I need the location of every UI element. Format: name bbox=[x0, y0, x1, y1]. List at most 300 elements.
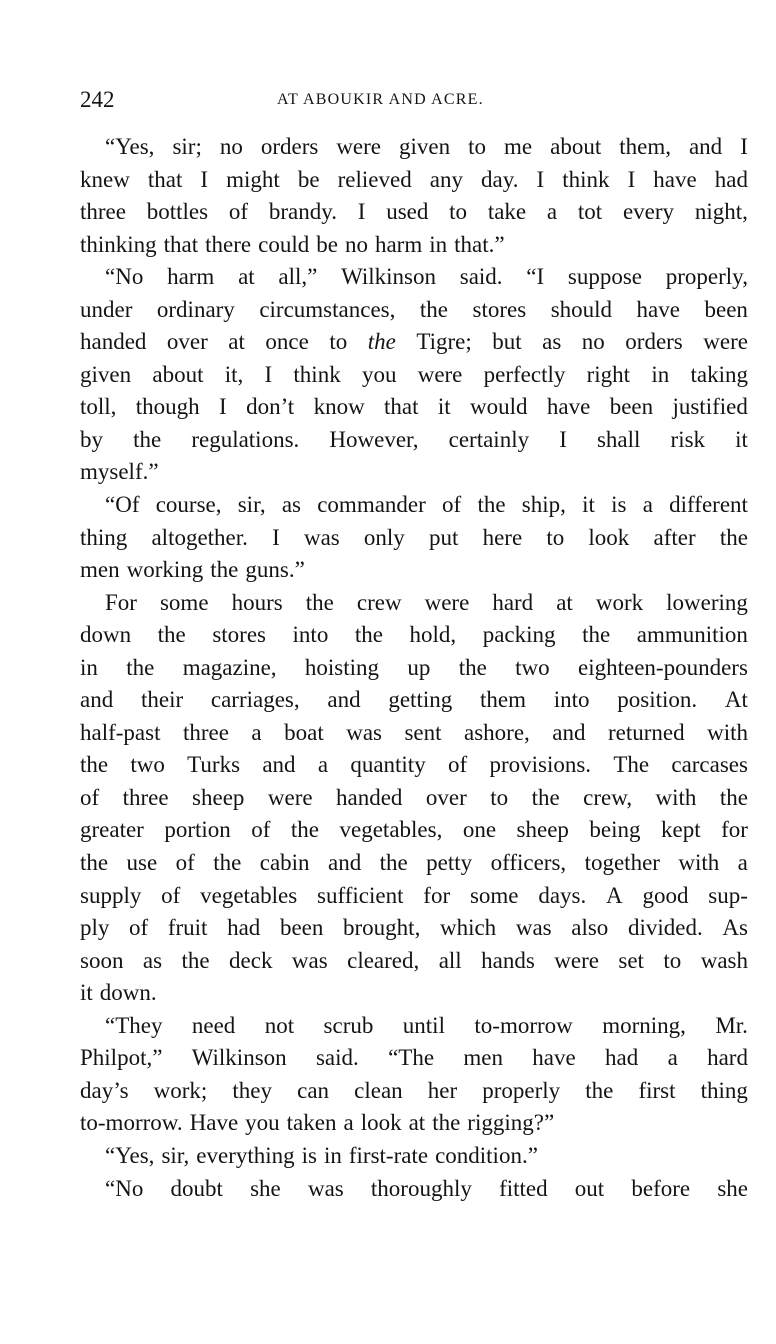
text-word: not bbox=[264, 1012, 295, 1038]
text-line bbox=[80, 1107, 748, 1140]
text-word: I bbox=[627, 166, 636, 192]
text-line bbox=[80, 131, 748, 164]
text-word: sheep bbox=[192, 784, 245, 810]
text-word: myself.” bbox=[80, 459, 159, 485]
text-word: day’s bbox=[80, 1077, 129, 1103]
text-line bbox=[80, 391, 748, 424]
text-word: tot bbox=[577, 199, 603, 225]
text-word: orders bbox=[260, 134, 319, 159]
text-word: put bbox=[429, 524, 459, 550]
text-word: the bbox=[432, 1110, 461, 1136]
text-line bbox=[80, 652, 748, 685]
text-word: ashore, bbox=[464, 719, 530, 745]
text-word: been bbox=[609, 394, 654, 420]
text-word: days. bbox=[538, 882, 587, 908]
text-word: though bbox=[135, 394, 200, 420]
text-line bbox=[80, 294, 748, 327]
text-word: only bbox=[363, 524, 405, 550]
running-title: AT ABOUKIR AND ACRE. bbox=[277, 91, 484, 108]
text-word: as bbox=[142, 947, 163, 973]
text-word: all,” bbox=[278, 264, 318, 290]
text-word: risk bbox=[670, 426, 706, 452]
text-word: two bbox=[130, 752, 165, 778]
text-word: altogether. bbox=[151, 524, 248, 550]
text-line bbox=[80, 456, 748, 489]
text-word: regulations. bbox=[191, 426, 300, 452]
text-word: the bbox=[458, 654, 487, 680]
text-word: shall bbox=[596, 426, 641, 452]
text-word: to-morrow bbox=[474, 1012, 573, 1038]
text-word: ammunition bbox=[636, 622, 748, 648]
text-line bbox=[80, 522, 748, 555]
text-word: Philpot,” bbox=[80, 1045, 163, 1071]
text-word: have bbox=[532, 1045, 576, 1071]
text-line bbox=[80, 359, 748, 392]
text-word: different bbox=[669, 492, 748, 518]
text-word: a bbox=[343, 1110, 354, 1136]
text-word: used bbox=[386, 199, 429, 225]
text-word: a bbox=[546, 199, 558, 225]
text-word: rigging?” bbox=[467, 1110, 555, 1136]
text-word: but bbox=[492, 329, 522, 355]
text-word: with bbox=[707, 719, 748, 745]
text-word: that bbox=[163, 231, 199, 257]
text-word: the bbox=[305, 589, 334, 615]
text-word: all bbox=[438, 947, 462, 973]
text-word: fitted bbox=[499, 1175, 548, 1201]
text-word: some bbox=[469, 882, 519, 908]
text-word: circumstances, bbox=[259, 296, 396, 322]
text-word: it bbox=[582, 492, 595, 518]
text-word: no bbox=[344, 231, 368, 257]
text-word: of bbox=[442, 492, 462, 518]
text-word: were bbox=[424, 589, 470, 615]
text-word: said. bbox=[315, 1045, 359, 1071]
text-word: boat bbox=[284, 719, 324, 745]
text-word: under bbox=[80, 296, 133, 322]
text-word: handed bbox=[336, 784, 403, 810]
text-word: greater bbox=[80, 817, 144, 843]
text-word: them bbox=[479, 687, 526, 713]
text-word: first-rate bbox=[348, 1142, 429, 1168]
text-word: and bbox=[688, 134, 723, 159]
text-word: a bbox=[667, 1045, 678, 1071]
text-word: good bbox=[642, 882, 689, 908]
text-word: three bbox=[182, 719, 229, 745]
text-line bbox=[80, 424, 748, 457]
text-word: sir; bbox=[172, 134, 202, 159]
text-word: I bbox=[357, 199, 366, 225]
text-word: been bbox=[704, 296, 748, 322]
text-word: and bbox=[327, 687, 361, 713]
text-word: working bbox=[126, 557, 204, 583]
text-word: kept bbox=[660, 817, 701, 843]
text-word: “No bbox=[105, 1175, 144, 1201]
text-word: the bbox=[531, 784, 560, 810]
text-word: her bbox=[427, 1077, 458, 1103]
text-word: the bbox=[585, 1077, 614, 1103]
text-word: Wilkinson bbox=[341, 264, 437, 290]
text-word: being bbox=[589, 817, 641, 843]
text-word: at bbox=[238, 264, 255, 290]
text-line bbox=[80, 1042, 748, 1075]
text-word: that bbox=[384, 394, 419, 420]
text-word: cleared, bbox=[347, 947, 420, 973]
page-number: 242 bbox=[80, 87, 115, 112]
text-word: were bbox=[336, 134, 381, 159]
text-word: I bbox=[272, 524, 280, 550]
text-word: to bbox=[468, 134, 486, 159]
text-word: were bbox=[703, 329, 748, 355]
text-word: think bbox=[562, 166, 610, 192]
text-word: A bbox=[606, 882, 623, 908]
text-word: of bbox=[228, 199, 249, 225]
text-word: the bbox=[133, 426, 162, 452]
text-word: crew, bbox=[583, 784, 633, 810]
text-line bbox=[80, 847, 748, 880]
text-word: the bbox=[719, 524, 748, 550]
text-word: any bbox=[429, 166, 463, 192]
text-word: three bbox=[80, 199, 126, 225]
text-word: thing bbox=[700, 1077, 748, 1103]
text-word: that.” bbox=[454, 231, 505, 257]
text-word: work bbox=[595, 589, 644, 615]
text-word: the bbox=[210, 557, 239, 583]
text-word: can bbox=[297, 1077, 330, 1103]
text-word: I bbox=[200, 166, 209, 192]
text-word: was bbox=[291, 947, 328, 973]
text-line bbox=[80, 326, 748, 359]
text-word: with bbox=[655, 784, 697, 810]
text-word: in bbox=[323, 1142, 342, 1168]
text-line bbox=[80, 196, 748, 229]
text-word: at bbox=[228, 329, 245, 355]
text-word: As bbox=[722, 915, 748, 941]
text-word: the bbox=[213, 850, 242, 876]
text-word: a bbox=[251, 719, 262, 745]
text-word: “I bbox=[526, 264, 545, 290]
text-word: toll, bbox=[80, 394, 117, 420]
text-word: officers, bbox=[490, 850, 567, 876]
text-word: as bbox=[281, 492, 301, 518]
text-word: certainly bbox=[448, 426, 530, 452]
text-word: it bbox=[80, 980, 93, 1006]
text-word: sufficient bbox=[317, 882, 404, 908]
text-word: into bbox=[553, 687, 590, 713]
text-word: brought, bbox=[343, 915, 421, 941]
text-word: thing bbox=[80, 524, 128, 550]
text-word: “They bbox=[105, 1012, 163, 1038]
text-word: were bbox=[267, 784, 313, 810]
text-word: also bbox=[571, 915, 609, 941]
text-word: there bbox=[205, 231, 252, 257]
text-word: and bbox=[327, 850, 362, 876]
text-word: here bbox=[482, 524, 523, 550]
text-word: soon bbox=[80, 947, 124, 973]
text-word: stores bbox=[472, 296, 527, 322]
text-word: have bbox=[636, 296, 680, 322]
text-word: with bbox=[678, 850, 720, 876]
text-word: work; bbox=[153, 1077, 208, 1103]
text-word: their bbox=[140, 687, 184, 713]
text-word: and bbox=[262, 752, 296, 778]
text-word: the bbox=[354, 622, 383, 648]
text-word: in bbox=[429, 231, 448, 257]
text-word: be bbox=[297, 166, 320, 192]
text-word: taken bbox=[286, 1110, 337, 1136]
text-word: some bbox=[159, 589, 209, 615]
text-word: for bbox=[423, 882, 451, 908]
text-word: right bbox=[586, 361, 631, 387]
text-word: as bbox=[542, 329, 562, 355]
text-word: up bbox=[407, 654, 431, 680]
text-line bbox=[80, 587, 748, 620]
text-word: knew bbox=[80, 166, 130, 192]
text-word: “Yes, bbox=[105, 134, 155, 159]
text-word: vegetables bbox=[200, 882, 298, 908]
text-word: them, bbox=[619, 134, 671, 159]
text-word: hard bbox=[492, 589, 534, 615]
text-word: the bbox=[477, 492, 506, 518]
text-word: sup- bbox=[708, 882, 748, 908]
text-word: orders bbox=[625, 329, 683, 355]
text-word: position. bbox=[617, 687, 698, 713]
text-word: given bbox=[399, 134, 451, 159]
text-line bbox=[80, 912, 748, 945]
text-word: was bbox=[307, 1175, 344, 1201]
text-word: deck bbox=[229, 947, 273, 973]
text-word: had bbox=[714, 166, 748, 192]
text-word: wash bbox=[700, 947, 748, 973]
text-word: Turks bbox=[187, 752, 241, 778]
text-word: was bbox=[346, 719, 382, 745]
text-word: Have bbox=[189, 1110, 239, 1136]
text-word: in bbox=[80, 654, 98, 680]
text-word: at bbox=[556, 589, 573, 615]
text-line bbox=[80, 1075, 748, 1108]
text-line bbox=[80, 164, 748, 197]
text-word: until bbox=[402, 1012, 445, 1038]
text-word: carriages, bbox=[210, 687, 300, 713]
text-line bbox=[80, 619, 748, 652]
text-word: two bbox=[515, 654, 550, 680]
text-word: returned bbox=[607, 719, 685, 745]
text-word: perfectly bbox=[483, 361, 566, 387]
text-line bbox=[80, 684, 748, 717]
text-word: look bbox=[360, 1110, 402, 1136]
text-word: hands bbox=[481, 947, 535, 973]
text-word: stores bbox=[212, 622, 266, 648]
text-word: use bbox=[126, 850, 158, 876]
text-line bbox=[80, 717, 748, 750]
text-word: magazine, bbox=[182, 654, 277, 680]
text-word: would bbox=[470, 394, 528, 420]
text-word: you bbox=[361, 361, 397, 387]
text-word: have bbox=[653, 166, 697, 192]
text-word: At bbox=[724, 687, 748, 713]
text-word: given bbox=[80, 361, 132, 387]
text-word: a bbox=[642, 492, 653, 518]
text-word: petty bbox=[426, 850, 473, 876]
text-word: a bbox=[737, 850, 748, 876]
text-word: over bbox=[166, 329, 208, 355]
text-word: provisions. bbox=[489, 752, 592, 778]
text-word: know bbox=[313, 394, 365, 420]
text-line bbox=[80, 880, 748, 913]
text-word: have bbox=[546, 394, 591, 420]
text-word: the bbox=[80, 752, 109, 778]
text-word: fruit bbox=[167, 915, 208, 941]
text-word: might bbox=[226, 166, 280, 192]
text-word: thinking bbox=[80, 231, 157, 257]
text-word: “The bbox=[388, 1045, 435, 1071]
text-word: about bbox=[550, 134, 602, 159]
text-word: had bbox=[605, 1045, 639, 1071]
text-word: don’t bbox=[246, 394, 295, 420]
text-word: said. bbox=[459, 264, 503, 290]
text-word: about bbox=[152, 361, 204, 387]
text-word: down bbox=[80, 622, 132, 648]
text-word: no bbox=[581, 329, 605, 355]
text-word: and bbox=[552, 719, 586, 745]
text-word: Tigre; bbox=[416, 329, 472, 355]
text-word: harm bbox=[374, 231, 423, 257]
text-line bbox=[80, 977, 748, 1010]
text-word: scrub bbox=[323, 1012, 374, 1038]
text-word: before bbox=[631, 1175, 691, 1201]
text-word: divided. bbox=[627, 915, 703, 941]
text-word: getting bbox=[388, 687, 453, 713]
text-word: portion bbox=[164, 817, 231, 843]
text-word: sir, bbox=[237, 492, 266, 518]
text-word: the bbox=[290, 817, 320, 843]
text-word: condition.” bbox=[435, 1142, 538, 1168]
text-word: hard bbox=[707, 1045, 748, 1071]
text-word: Mr. bbox=[715, 1012, 748, 1038]
text-word: However, bbox=[329, 426, 419, 452]
text-line bbox=[80, 782, 748, 815]
text-word: to-morrow. bbox=[80, 1110, 183, 1136]
text-word: sent bbox=[404, 719, 442, 745]
text-word: morning, bbox=[602, 1012, 686, 1038]
text-word: hours bbox=[231, 589, 283, 615]
text-word: first bbox=[638, 1077, 676, 1103]
text-word: sheep bbox=[516, 817, 569, 843]
text-word: that bbox=[147, 166, 183, 192]
text-word: justified bbox=[672, 394, 748, 420]
text-word: in bbox=[651, 361, 670, 387]
text-word: packing bbox=[482, 622, 556, 648]
text-word: the bbox=[126, 654, 155, 680]
text-word: to bbox=[546, 524, 565, 550]
text-word: be bbox=[316, 231, 338, 257]
text-word: ordinary bbox=[156, 296, 235, 322]
body-text bbox=[80, 131, 748, 1205]
text-word: were bbox=[554, 947, 599, 973]
text-word: had bbox=[227, 915, 261, 941]
text-word: the bbox=[419, 296, 448, 322]
text-line bbox=[80, 489, 748, 522]
text-word: commander bbox=[317, 492, 426, 518]
text-word: suppose bbox=[567, 264, 643, 290]
text-word: supply bbox=[80, 882, 142, 908]
text-word: by bbox=[80, 426, 103, 452]
text-word: it bbox=[735, 426, 748, 452]
text-line bbox=[80, 229, 748, 262]
text-word: men bbox=[463, 1045, 503, 1071]
text-word: I bbox=[219, 394, 227, 420]
text-word: guns.” bbox=[245, 557, 305, 583]
text-word: course, bbox=[155, 492, 222, 518]
text-word: me bbox=[504, 134, 533, 159]
text-word: at bbox=[408, 1110, 426, 1136]
text-word: need bbox=[191, 1012, 236, 1038]
text-word: was bbox=[303, 524, 340, 550]
text-word: I bbox=[264, 361, 273, 387]
page-header bbox=[80, 86, 748, 116]
text-word: of bbox=[129, 915, 149, 941]
text-word: every bbox=[622, 199, 675, 225]
text-word: cabin bbox=[259, 850, 310, 876]
text-word: thoroughly bbox=[370, 1175, 472, 1201]
text-word: take bbox=[487, 199, 527, 225]
text-line bbox=[80, 554, 748, 587]
text-word: vegetables, bbox=[339, 817, 443, 843]
text-word: over bbox=[425, 784, 467, 810]
text-word: ship, bbox=[521, 492, 566, 518]
text-word: it, bbox=[224, 361, 244, 387]
text-word: been bbox=[279, 915, 324, 941]
text-word: of bbox=[175, 850, 195, 876]
text-word: you bbox=[245, 1110, 280, 1136]
text-word: after bbox=[653, 524, 696, 550]
text-word: she bbox=[250, 1175, 281, 1201]
text-word: were bbox=[417, 361, 463, 387]
text-word: taking bbox=[690, 361, 748, 387]
text-word: properly bbox=[482, 1077, 561, 1103]
text-line bbox=[80, 945, 748, 978]
text-word: properly, bbox=[665, 264, 748, 290]
text-word: was bbox=[515, 915, 552, 941]
text-word: quantity bbox=[350, 752, 426, 778]
text-word: which bbox=[439, 915, 497, 941]
text-word: hold, bbox=[409, 622, 457, 648]
text-word: “Of bbox=[105, 492, 140, 518]
text-word: lowering bbox=[666, 589, 748, 615]
text-line bbox=[80, 261, 748, 294]
text-word: it bbox=[437, 394, 451, 420]
text-word: Wilkinson bbox=[191, 1045, 287, 1071]
text-word: I bbox=[740, 134, 748, 159]
text-word: the bbox=[157, 622, 186, 648]
text-word: brandy. bbox=[268, 199, 337, 225]
text-word: out bbox=[574, 1175, 605, 1201]
text-word: the bbox=[181, 947, 210, 973]
text-word: I bbox=[559, 426, 567, 452]
text-word: no bbox=[219, 134, 243, 159]
text-word: For bbox=[105, 589, 137, 615]
text-word: once bbox=[265, 329, 309, 355]
text-word: of bbox=[80, 784, 100, 810]
text-word: set bbox=[618, 947, 644, 973]
text-word: into bbox=[292, 622, 329, 648]
text-word: night, bbox=[694, 199, 748, 225]
text-line bbox=[80, 1173, 748, 1206]
text-word: the bbox=[367, 329, 396, 355]
text-word: and bbox=[80, 687, 114, 713]
text-word: she bbox=[717, 1175, 748, 1201]
text-word: The bbox=[613, 752, 650, 778]
